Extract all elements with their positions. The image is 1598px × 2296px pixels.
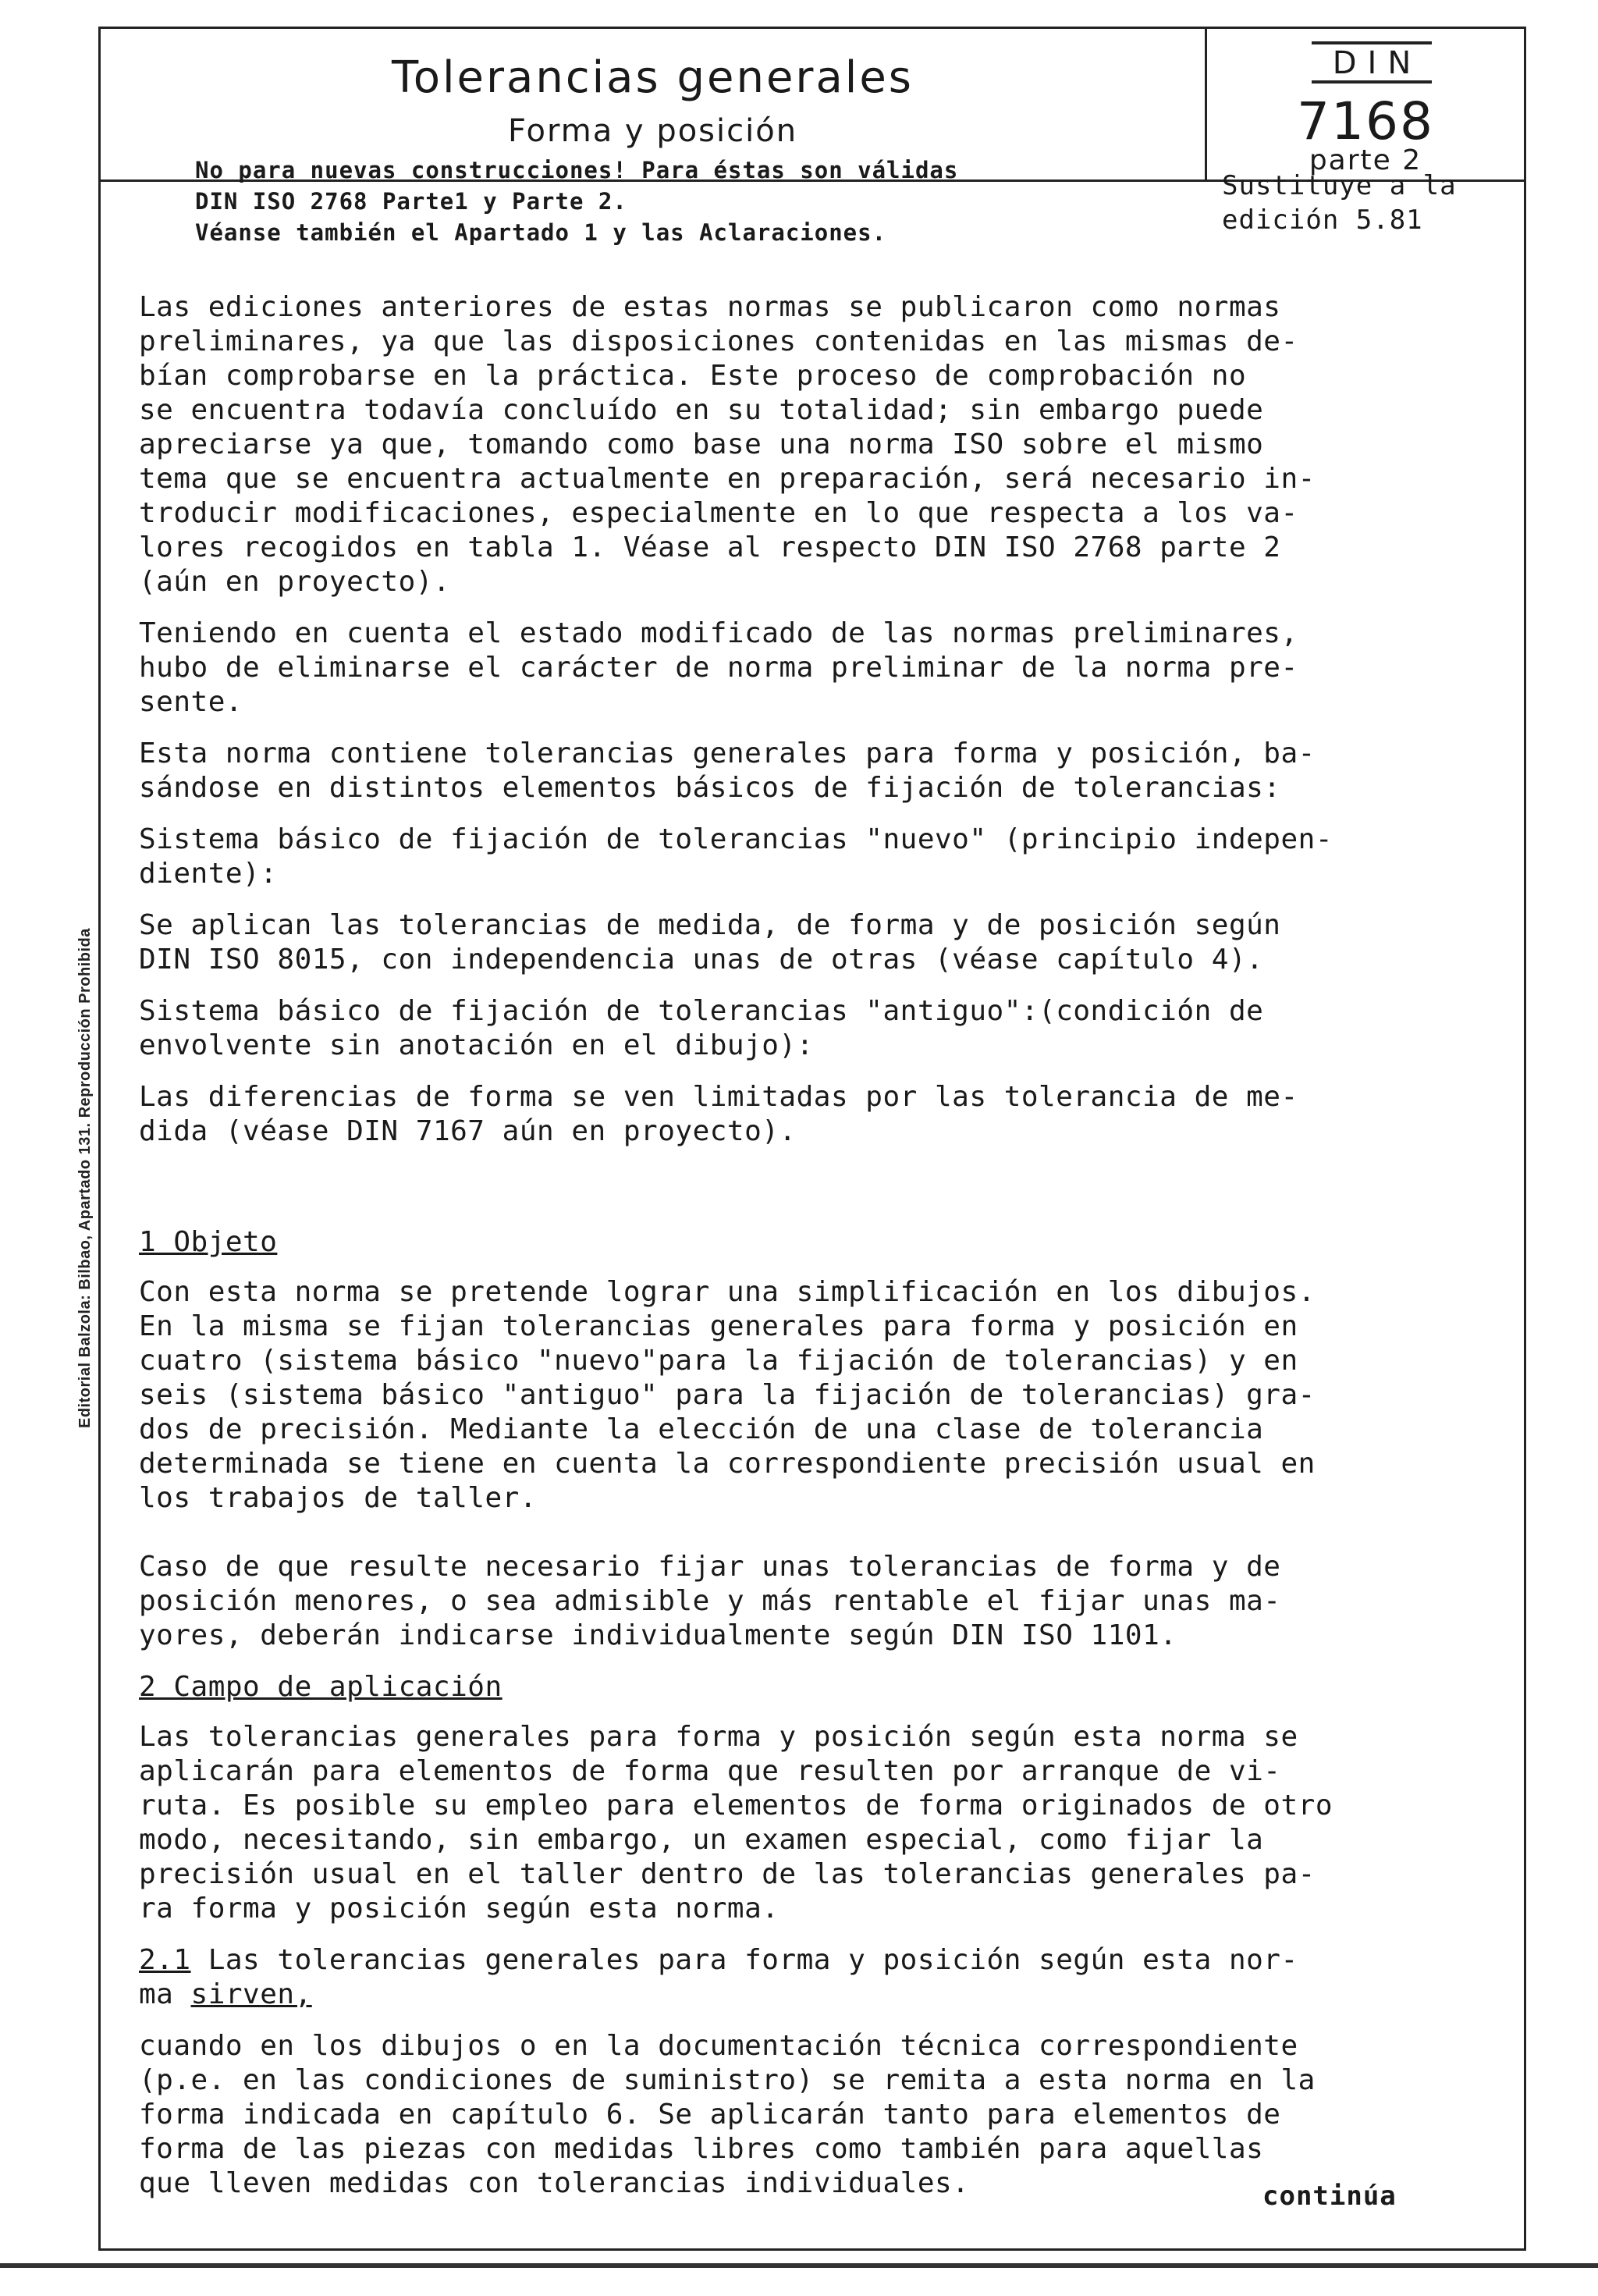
text-line: cuando en los dibujos o en la documentación técnica correspondiente [139,2030,1298,2062]
text-line: diente): [139,858,278,890]
text-line: Las tolerancias generales para forma y posición según esta norma se [139,1721,1298,1753]
intro-paragraph-5 [139,908,1520,977]
text-line [139,1978,1520,2012]
spacer [139,1166,1520,1197]
text-line: sente. [139,686,243,718]
text-line: Caso de que resulte necesario fijar unas tolerancias de forma y de [139,1551,1281,1583]
text-line: seis (sistema básico "antiguo" para la fijación de tolerancias) gra- [139,1379,1316,1411]
section-1-paragraph-2 [139,1550,1520,1653]
section-2-paragraph-3 [139,2029,1520,2201]
text-line: Se aplican las tolerancias de medida, de forma y de posición según [139,909,1281,941]
subsection-2-1 [139,1943,1520,2012]
emphasis-text: sirven, [190,1978,312,2010]
text-line: yores, deberán indicarse individualmente según DIN ISO 1101. [139,1619,1177,1651]
text-line: ra forma y posición según esta norma. [139,1893,779,1925]
text-line [139,1943,1520,1978]
text-line: Con esta norma se pretende lograr una simplificación en los dibujos. [139,1276,1316,1308]
document-body [139,290,1520,2218]
text-line: forma indicada en capítulo 6. Se aplicarán tanto para elementos de [139,2099,1281,2131]
text-line: bían comprobarse en la práctica. Este proceso de comprobación no [139,360,1247,392]
text-line: Esta norma contiene tolerancias generales para forma y posición, ba- [139,737,1316,769]
text-line: dos de precisión. Mediante la elección de una clase de tolerancia [139,1413,1264,1445]
intro-paragraph-6 [139,994,1520,1063]
document-title: Tolerancias generales [392,52,914,103]
text-line: sándose en distintos elementos básicos de fijación de tolerancias: [139,772,1281,804]
replaces-line: Sustituye a la [1222,170,1457,201]
text-line: modo, necesitando, sin embargo, un examen especial, como fijar la [139,1824,1264,1856]
intro-paragraph-3 [139,737,1520,805]
replaces-line: edición 5.81 [1222,204,1423,236]
text-line: forma de las piezas con medidas libres como también para aquellas [139,2133,1264,2165]
notice-line: DIN ISO 2768 Parte1 y Parte 2. [195,188,627,215]
text-line: posición menores, o sea admisible y más rentable el fijar unas ma- [139,1585,1281,1617]
text-line: Sistema básico de fijación de tolerancias "nuevo" (principio indepen- [139,823,1333,855]
text-line: (aún en proyecto). [139,566,451,598]
text-line: ruta. Es posible su empleo para elementos de forma originados de otro [139,1790,1333,1822]
intro-paragraph-2 [139,617,1520,720]
intro-paragraph-1 [139,290,1520,599]
section-1-paragraph-1 [139,1275,1520,1516]
text-line: DIN ISO 8015, con independencia unas de otras (véase capítulo 4). [139,944,1264,976]
continues-label: continúa [1262,2180,1397,2212]
text-line: se encuentra todavía concluído en su totalidad; sin embargo puede [139,394,1264,426]
text-line: determinada se tiene en cuenta la correspondiente precisión usual en [139,1448,1316,1480]
text-line: envolvente sin anotación en el dibujo): [139,1029,814,1061]
section-1-heading: 1 Objeto [139,1226,278,1258]
subsection-text: ma [139,1978,191,2010]
subsection-number: 2.1 [139,1944,191,1976]
subsection-text: Las tolerancias generales para forma y posición según esta nor- [190,1944,1298,1976]
din-number: 7168 [1297,91,1434,151]
text-line: tema que se encuentra actualmente en preparación, será necesario in- [139,463,1316,495]
text-line: hubo de eliminarse el carácter de norma preliminar de la norma pre- [139,652,1298,684]
section-2-heading: 2 Campo de aplicación [139,1671,502,1703]
text-line: dida (véase DIN 7167 aún en proyecto). [139,1115,797,1147]
text-line: troducir modificaciones, especialmente en lo que respecta a los va- [139,497,1298,529]
text-line: apreciarse ya que, tomando como base una norma ISO sobre el mismo [139,428,1264,460]
text-line: (p.e. en las condiciones de suministro) se remita a esta norma en la [139,2064,1316,2096]
bottom-rule [0,2263,1598,2268]
publisher-side-note: Editorial Balzola: Bilbao, Apartado 131. Reproducción Prohibida [76,928,94,1428]
intro-paragraph-4 [139,823,1520,891]
section-2-paragraph-1 [139,1720,1520,1926]
notice [195,155,1155,248]
text-line: En la misma se fijan tolerancias generales para forma y posición en [139,1310,1298,1342]
text-line: que lleven medidas con tolerancias individuales. [139,2167,970,2199]
text-line: preliminares, ya que las disposiciones contenidas en las mismas de- [139,325,1298,357]
document-subtitle: Forma y posición [507,113,798,149]
text-line: precisión usual en el taller dentro de las tolerancias generales pa- [139,1858,1316,1890]
text-line: los trabajos de taller. [139,1482,537,1514]
intro-paragraph-7 [139,1080,1520,1149]
text-line: Sistema básico de fijación de tolerancias "antiguo":(condición de [139,995,1264,1027]
text-line: Teniendo en cuenta el estado modificado de las normas preliminares, [139,617,1298,649]
din-box [1207,29,1524,179]
notice-line: Véanse también el Apartado 1 y las Aclaraciones. [195,219,887,246]
din-label: DIN [1312,41,1432,84]
text-line: aplicarán para elementos de forma que resulten por arranque de vi- [139,1755,1281,1787]
notice-line: No para nuevas construcciones! Para éstas son válidas [195,157,959,183]
replaces-edition [1222,169,1518,237]
text-line: lores recogidos en tabla 1. Véase al respecto DIN ISO 2768 parte 2 [139,531,1281,563]
text-line: cuatro (sistema básico "nuevo"para la fijación de tolerancias) y en [139,1345,1298,1377]
din-part: parte 2 [1309,144,1422,176]
text-line: Las diferencias de forma se ven limitadas por las tolerancia de me- [139,1081,1298,1113]
text-line: Las ediciones anteriores de estas normas se publicaron como normas [139,291,1281,323]
